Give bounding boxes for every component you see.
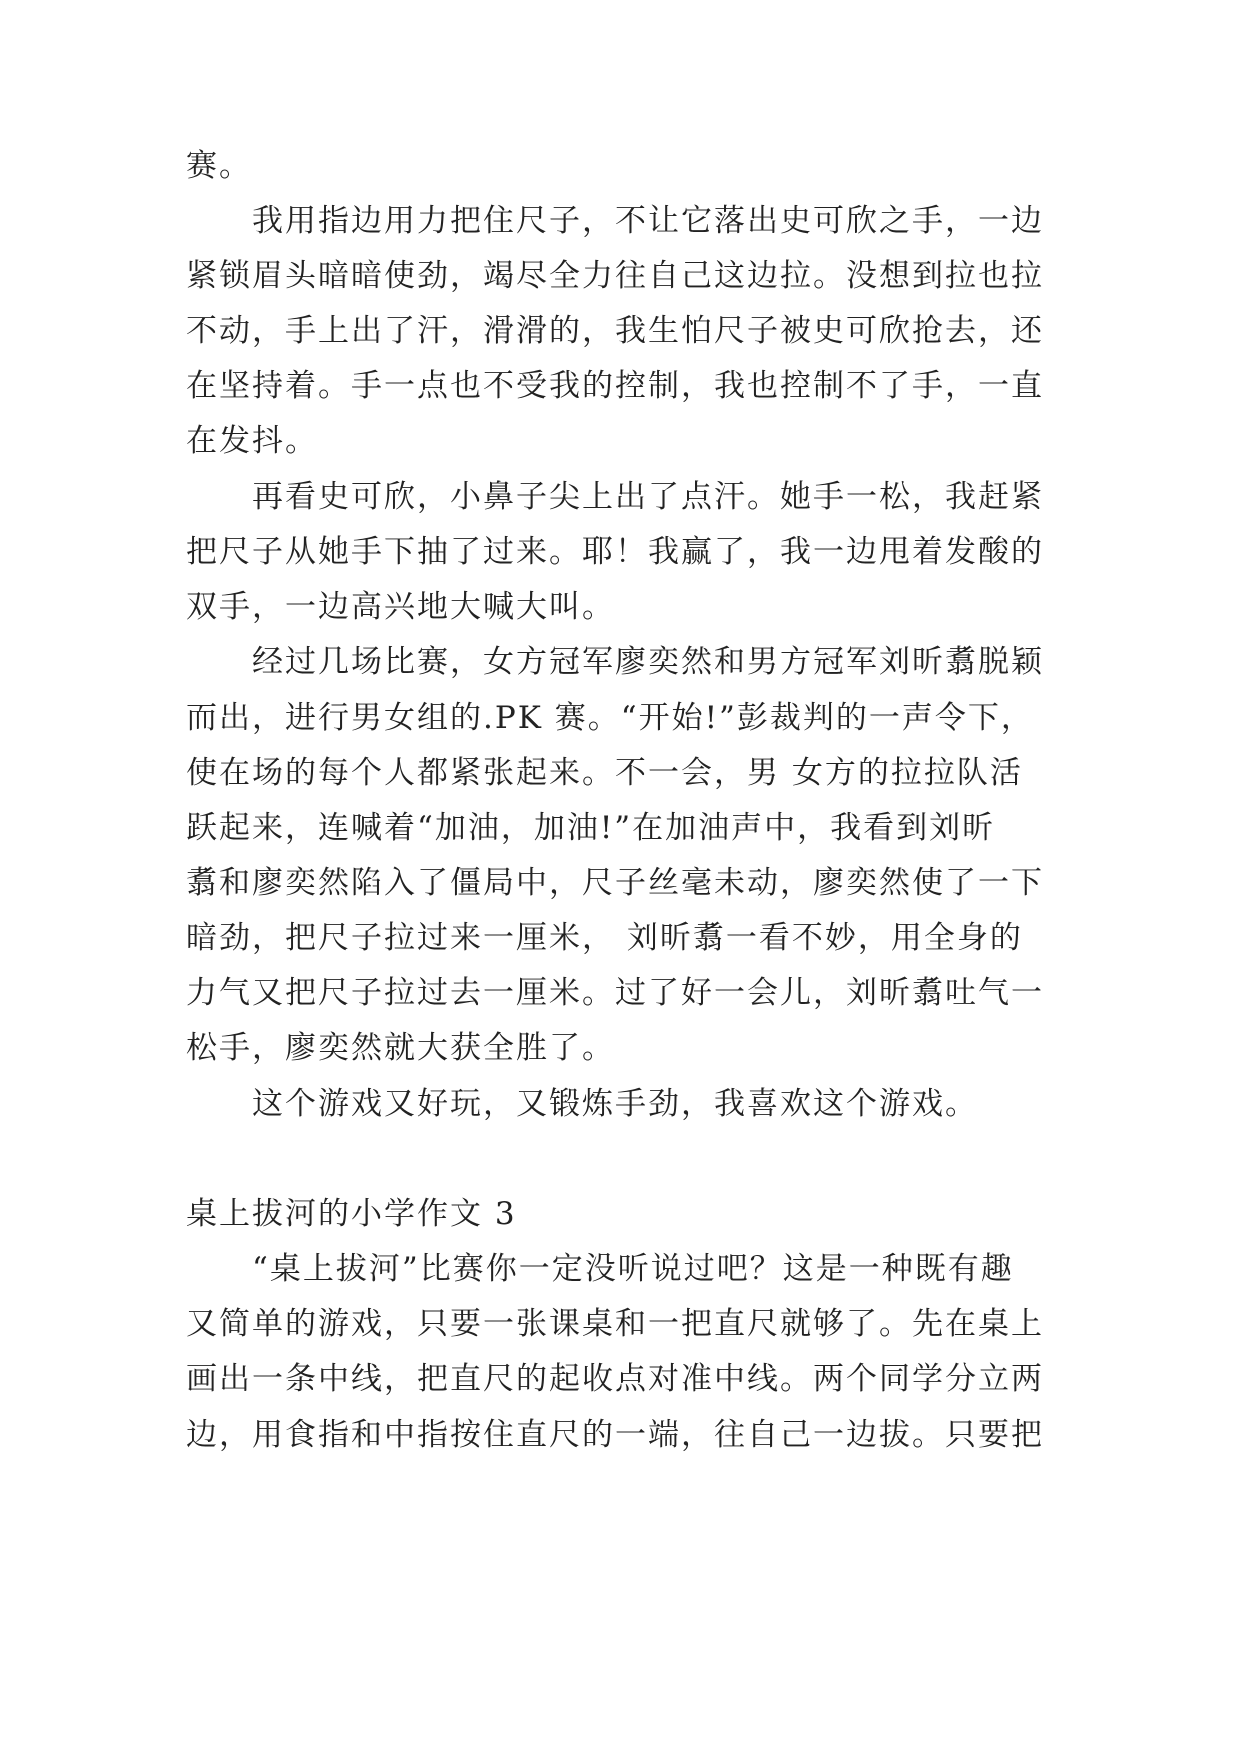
text-line: 我用指边用力把住尺子，不让它落出史可欣之手，一边 [186, 203, 1044, 239]
text-line: 在发抖。 [186, 423, 318, 459]
text-line: 而出，进行男女组的.PK 赛。“开始!”彭裁判的一声令下， [186, 700, 1034, 736]
text-line: 松手，廖奕然就大获全胜了。 [186, 1030, 615, 1066]
text-line: 在坚持着。手一点也不受我的控制，我也控制不了手，一直 [186, 368, 1044, 404]
text-line: 跃起来，连喊着“加油，加油!”在加油声中，我看到刘昕 [186, 810, 996, 846]
text-line: 画出一条中线，把直尺的起收点对准中线。两个同学分立两 [186, 1361, 1044, 1397]
section-heading: 桌上拔河的小学作文 3 [186, 1196, 517, 1232]
text-line: 紧锁眉头暗暗使劲，竭尽全力往自己这边拉。没想到拉也拉 [186, 258, 1044, 294]
text-line: 不动，手上出了汗，滑滑的，我生怕尺子被史可欣抢去，还 [186, 313, 1044, 349]
text-line: 力气又把尺子拉过去一厘米。过了好一会儿，刘昕翥吐气一 [186, 975, 1044, 1011]
text-line: 暗劲，把尺子拉过来一厘米， 刘昕翥一看不妙，用全身的 [186, 920, 1023, 956]
text-line: 再看史可欣，小鼻子尖上出了点汗。她手一松，我赶紧 [186, 479, 1044, 515]
text-line: 这个游戏又好玩，又锻炼手劲，我喜欢这个游戏。 [186, 1086, 978, 1122]
text-line: 双手，一边高兴地大喊大叫。 [186, 589, 615, 625]
text-line: 赛。 [186, 148, 252, 184]
text-line: 翥和廖奕然陷入了僵局中，尺子丝毫未动，廖奕然使了一下 [186, 865, 1044, 901]
text-line: 边，用食指和中指按住直尺的一端，往自己一边拔。只要把 [186, 1417, 1044, 1453]
text-line: 使在场的每个人都紧张起来。不一会，男 女方的拉拉队活 [186, 755, 1023, 791]
text-line: “桌上拔河”比赛你一定没听说过吧？这是一种既有趣 [186, 1251, 1014, 1287]
text-line: 又简单的游戏，只要一张课桌和一把直尺就够了。先在桌上 [186, 1306, 1044, 1342]
text-line: 把尺子从她手下抽了过来。耶！我赢了，我一边甩着发酸的 [186, 534, 1044, 570]
text-line: 经过几场比赛，女方冠军廖奕然和男方冠军刘昕翥脱颖 [186, 644, 1044, 680]
